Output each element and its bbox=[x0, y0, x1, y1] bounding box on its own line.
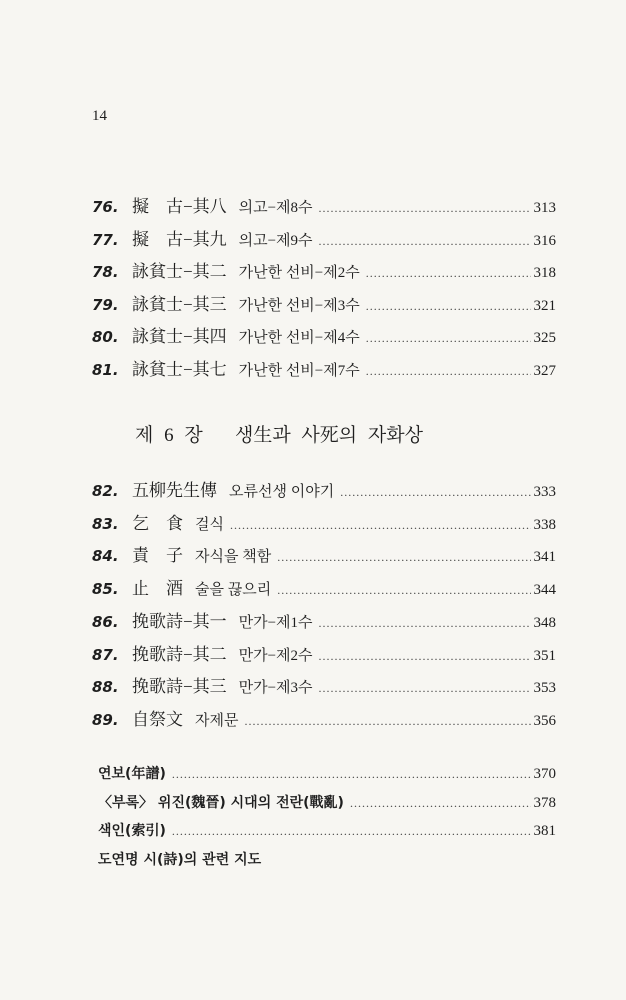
entry-number: 88. bbox=[92, 678, 119, 697]
dot-leader bbox=[319, 616, 531, 631]
entry-page: 351 bbox=[533, 647, 556, 664]
toc-entry[interactable] bbox=[98, 849, 556, 873]
toc-entry[interactable] bbox=[92, 192, 556, 216]
entry-title: 〈부록〉 위진(魏晉) 시대의 전란(戰亂) bbox=[98, 794, 344, 811]
entry-title: 止 酒 bbox=[132, 579, 183, 599]
entry-number: 85. bbox=[92, 580, 119, 599]
entry-page: 316 bbox=[533, 232, 556, 249]
entry-title: 詠貧士−其四 bbox=[132, 327, 227, 347]
entry-subtitle: 가난한 선비−제2수 bbox=[238, 265, 360, 282]
dot-leader bbox=[366, 364, 531, 379]
entry-page: 381 bbox=[533, 823, 556, 839]
toc-entry[interactable] bbox=[92, 541, 556, 565]
entry-page: 370 bbox=[533, 766, 556, 782]
chapter-title: 생生과 사死의 자화상 bbox=[234, 425, 423, 446]
toc-entry[interactable] bbox=[98, 763, 556, 787]
entry-title: 擬 古−其九 bbox=[132, 229, 227, 249]
dot-leader bbox=[350, 796, 531, 811]
toc-entry[interactable] bbox=[92, 640, 556, 664]
entry-subtitle: 가난한 선비−제7수 bbox=[238, 363, 360, 379]
toc-entry[interactable] bbox=[92, 574, 556, 598]
entry-page: 338 bbox=[533, 516, 556, 533]
entry-title: 연보(年譜) bbox=[98, 766, 166, 782]
dot-leader bbox=[319, 681, 531, 696]
toc-entry[interactable] bbox=[92, 322, 556, 346]
toc-entry[interactable] bbox=[98, 820, 556, 844]
entry-subtitle: 자식을 책함 bbox=[195, 549, 272, 566]
chapter-label: 제 6 장 bbox=[135, 425, 203, 446]
toc-entry[interactable] bbox=[98, 792, 556, 816]
entry-title: 詠貧士−其七 bbox=[132, 360, 227, 379]
entry-page: 313 bbox=[533, 200, 556, 216]
dot-leader bbox=[366, 331, 531, 346]
page-number: 14 bbox=[92, 108, 107, 124]
dot-leader bbox=[366, 266, 531, 281]
toc-entry[interactable] bbox=[92, 225, 556, 249]
entry-number: 76. bbox=[92, 198, 119, 216]
entry-subtitle: 가난한 선비−제4수 bbox=[238, 330, 360, 347]
entry-page: 321 bbox=[533, 297, 556, 314]
entry-page: 341 bbox=[533, 549, 556, 566]
toc-entry[interactable] bbox=[92, 607, 556, 631]
entry-title: 詠貧士−其三 bbox=[132, 294, 227, 314]
entry-title: 乞 食 bbox=[132, 513, 183, 533]
entry-subtitle: 의고−제9수 bbox=[238, 232, 313, 249]
entry-page: 353 bbox=[533, 680, 556, 697]
dot-leader bbox=[172, 824, 531, 839]
toc-entry[interactable] bbox=[92, 672, 556, 696]
entry-number: 78. bbox=[92, 263, 119, 282]
entry-page: 356 bbox=[533, 712, 556, 729]
entry-subtitle: 가난한 선비−제3수 bbox=[238, 297, 360, 314]
dot-leader bbox=[319, 649, 531, 664]
entry-subtitle: 의고−제8수 bbox=[238, 200, 313, 216]
entry-subtitle: 오류선생 이야기 bbox=[229, 484, 335, 500]
entry-number: 79. bbox=[92, 295, 119, 314]
toc-entry[interactable] bbox=[92, 257, 556, 281]
dot-leader bbox=[230, 518, 531, 533]
entry-title: 挽歌詩−其二 bbox=[132, 644, 227, 664]
entry-number: 82. bbox=[92, 482, 119, 500]
entry-subtitle: 걸식 bbox=[195, 516, 224, 533]
entry-subtitle: 술을 끊으리 bbox=[195, 582, 272, 599]
entry-number: 87. bbox=[92, 645, 119, 664]
chapter-heading bbox=[135, 420, 423, 447]
entry-page: 327 bbox=[533, 363, 556, 379]
dot-leader bbox=[319, 234, 531, 249]
entry-page: 348 bbox=[533, 614, 556, 631]
dot-leader bbox=[172, 767, 531, 782]
dot-leader bbox=[277, 550, 530, 565]
entry-subtitle: 만가−제3수 bbox=[238, 680, 313, 697]
entry-number: 80. bbox=[92, 328, 119, 347]
dot-leader bbox=[277, 583, 530, 598]
toc-entry[interactable] bbox=[92, 476, 556, 500]
entry-page: 325 bbox=[533, 330, 556, 347]
toc-entry[interactable] bbox=[92, 705, 556, 729]
entry-subtitle: 만가−제2수 bbox=[238, 647, 313, 664]
dot-leader bbox=[319, 201, 531, 216]
toc-entry[interactable] bbox=[92, 290, 556, 314]
entry-number: 83. bbox=[92, 514, 119, 533]
entry-title: 詠貧士−其二 bbox=[132, 262, 227, 282]
entry-number: 77. bbox=[92, 230, 119, 249]
entry-number: 89. bbox=[92, 710, 119, 729]
dot-leader bbox=[244, 714, 530, 729]
dot-leader bbox=[366, 299, 531, 314]
entry-title: 自祭文 bbox=[132, 709, 183, 729]
entry-title: 도연명 시(詩)의 관련 지도 bbox=[98, 851, 262, 868]
entry-page: 333 bbox=[533, 484, 556, 500]
entry-title: 挽歌詩−其三 bbox=[132, 677, 227, 697]
entry-page: 318 bbox=[533, 265, 556, 282]
entry-number: 84. bbox=[92, 547, 119, 566]
toc-entry[interactable] bbox=[92, 355, 556, 379]
entry-title: 挽歌詩−其一 bbox=[132, 611, 227, 631]
entry-page: 344 bbox=[533, 582, 556, 599]
entry-subtitle: 만가−제1수 bbox=[238, 614, 313, 631]
entry-title: 색인(索引) bbox=[98, 823, 166, 839]
entry-number: 81. bbox=[92, 361, 119, 379]
toc-entry[interactable] bbox=[92, 509, 556, 533]
entry-page: 378 bbox=[533, 794, 556, 811]
entry-number: 86. bbox=[92, 612, 119, 631]
entry-title: 擬 古−其八 bbox=[132, 197, 227, 216]
entry-title: 五柳先生傳 bbox=[132, 481, 217, 500]
dot-leader bbox=[340, 485, 530, 500]
entry-subtitle: 자제문 bbox=[195, 712, 239, 729]
entry-title: 責 子 bbox=[132, 546, 183, 566]
